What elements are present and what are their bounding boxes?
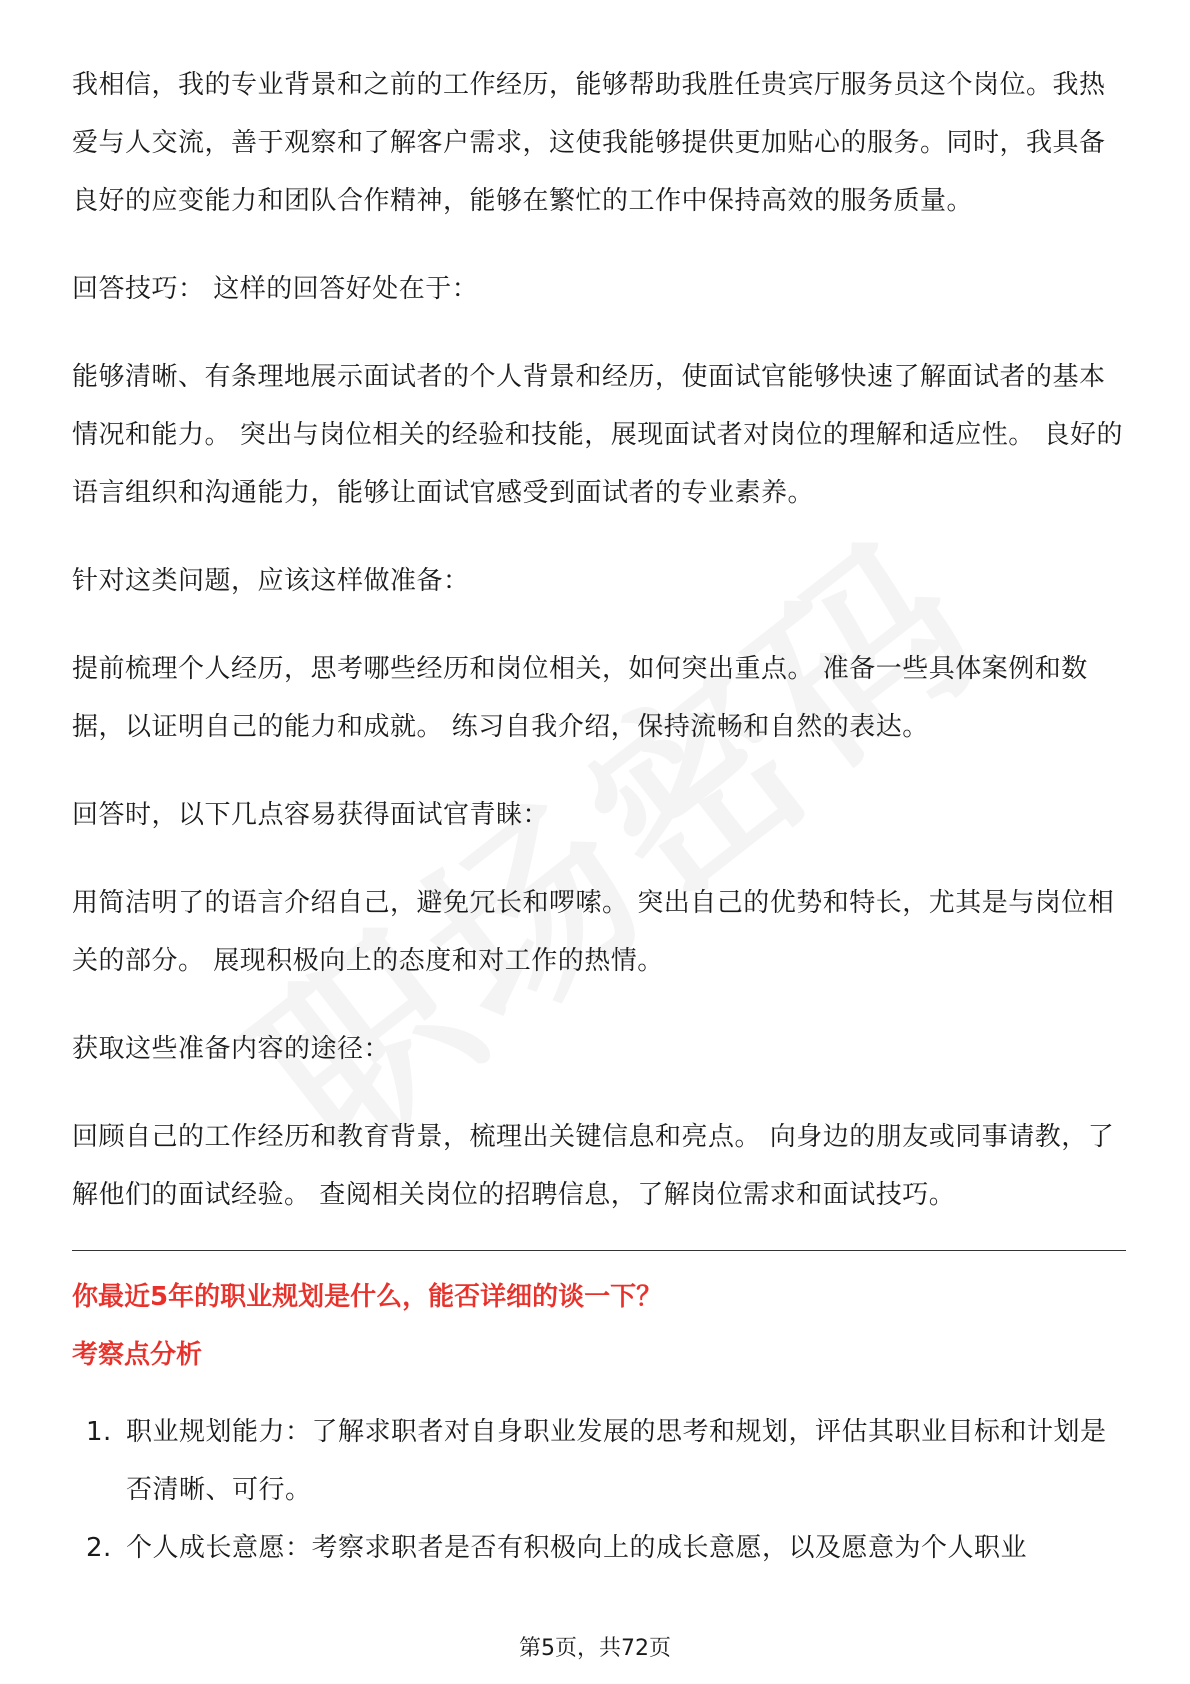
analysis-list (72, 1403, 1126, 1577)
sources-label: 获取这些准备内容的途径： (72, 1034, 391, 1064)
section-divider (72, 1250, 1126, 1251)
list-item-text: 个人成长意愿：考察求职者是否有积极向上的成长意愿，以及愿意为个人职业 (126, 1533, 1028, 1563)
paragraph-sources: 回顾自己的工作经历和教育背景，梳理出关键信息和亮点。 向身边的朋友或同事请教，了解他们的面试经验。 查阅相关岗位的招聘信息，了解岗位需求和面试技巧。 (72, 1122, 1115, 1210)
list-item-number: 2. (86, 1533, 112, 1563)
paragraph-tips: 能够清晰、有条理地展示面试者的个人背景和经历，使面试官能够快速了解面试者的基本情况和能力。 突出与岗位相关的经验和技能，展现面试者对岗位的理解和适应性。 良好的语言组织和沟通能力，能够让面试官感受到面试者的专业素养。 (72, 362, 1124, 508)
paragraph-preparation: 提前梳理个人经历，思考哪些经历和岗位相关，如何突出重点。 准备一些具体案例和数据，以证明自己的能力和成就。 练习自我介绍，保持流畅和自然的表达。 (72, 654, 1088, 742)
preparation-label: 针对这类问题，应该这样做准备： (72, 566, 470, 596)
paragraph-intro: 我相信，我的专业背景和之前的工作经历，能够帮助我胜任贵宾厅服务员这个岗位。我热爱与人交流，善于观察和了解客户需求，这使我能够提供更加贴心的服务。同时，我具备良好的应变能力和团队合作精神，能够在繁忙的工作中保持高效的服务质量。 (72, 70, 1106, 216)
page-number-footer: 第5页，共72页 (519, 1636, 671, 1661)
favor-points-label: 回答时，以下几点容易获得面试官青睐： (72, 800, 550, 830)
answer-tips-label: 回答技巧： 这样的回答好处在于： (72, 274, 479, 304)
paragraph-favor-points: 用简洁明了的语言介绍自己，避免冗长和啰嗦。 突出自己的优势和特长，尤其是与岗位相关的部分。 展现积极向上的态度和对工作的热情。 (72, 888, 1115, 976)
list-item-text: 职业规划能力：了解求职者对自身职业发展的思考和规划，评估其职业目标和计划是否清晰、可行。 (126, 1417, 1107, 1505)
analysis-subheading: 考察点分析 (72, 1340, 203, 1370)
question-heading: 你最近5年的职业规划是什么，能否详细的谈一下？ (72, 1282, 663, 1312)
list-item (72, 1519, 1126, 1577)
list-item (72, 1403, 1126, 1519)
page-content (72, 56, 1126, 1577)
list-item-number: 1. (86, 1417, 112, 1447)
